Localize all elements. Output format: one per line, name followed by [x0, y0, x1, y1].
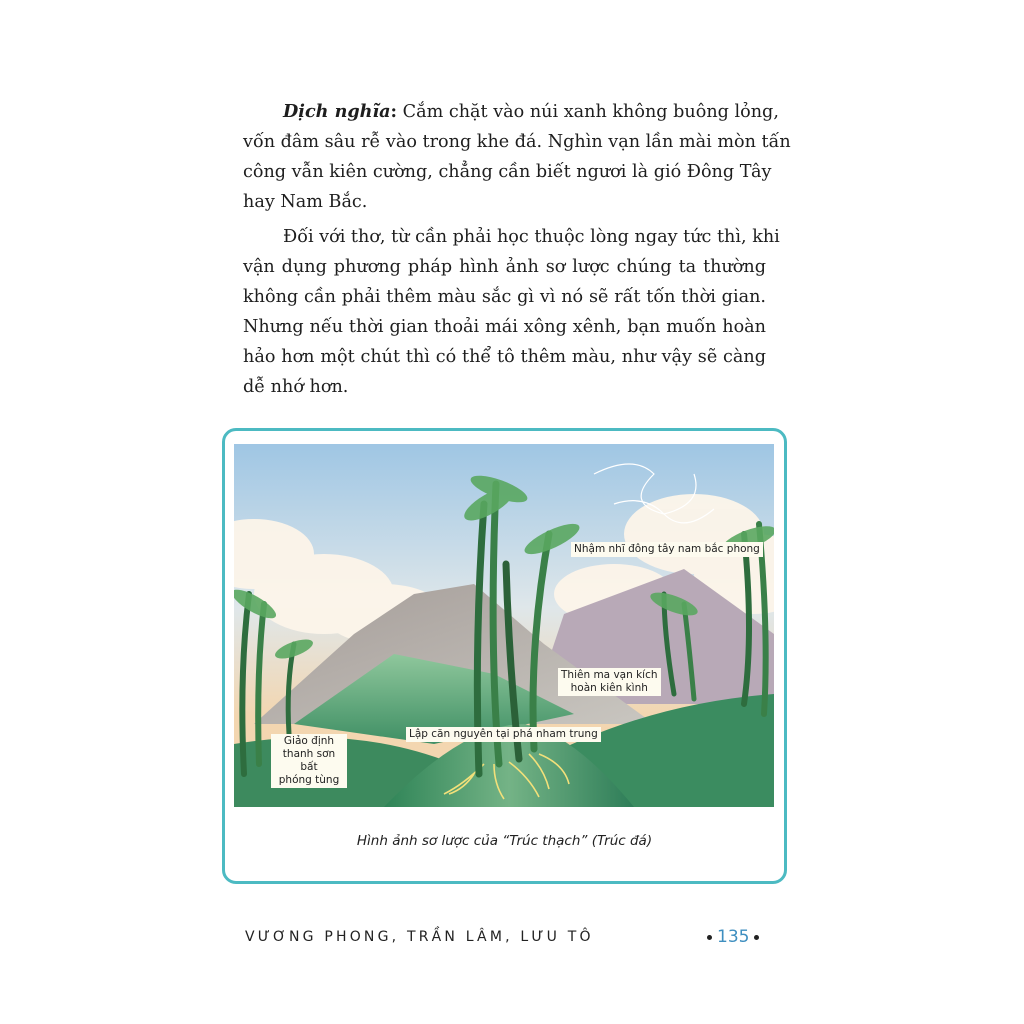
page-number-text: 135	[717, 927, 750, 947]
bamboo-illustration	[234, 444, 774, 807]
text: Cắm chặt vào núi xanh không buông lỏng,	[397, 102, 779, 122]
text-line: hay Nam Bắc.	[243, 192, 368, 212]
label-line: thanh sơn bất	[282, 748, 336, 773]
paragraph-translation	[243, 97, 791, 217]
page-number	[702, 927, 764, 947]
bullet-icon	[707, 935, 712, 940]
label-bite	[271, 734, 347, 788]
label-root: Lập căn nguyên tại phá nham trung	[406, 727, 601, 742]
label-line: Giảo định	[283, 735, 335, 747]
translation-label: Dịch nghĩa	[283, 101, 391, 122]
text-line: vốn đâm sâu rễ vào trong khe đá. Nghìn vạn lần mài mòn tấn	[243, 132, 791, 152]
text-line: không cần phải thêm màu sắc gì vì nó sẽ rất tốn thời gian.	[243, 287, 766, 307]
figure-caption: Hình ảnh sơ lược của “Trúc thạch” (Trúc đá)	[356, 833, 653, 849]
label-line: Thiên ma vạn kích	[561, 669, 658, 681]
colon: :	[390, 101, 398, 122]
text-line: dễ nhớ hơn.	[243, 377, 349, 397]
text-line: vận dụng phương pháp hình ảnh sơ lược chúng ta thường	[243, 257, 766, 277]
paragraph-explanation	[243, 222, 780, 402]
footer-authors: VƯƠNG PHONG, TRẦN LÂM, LƯU TÔ	[245, 929, 594, 945]
text-line: hảo hơn một chút thì có thể tô thêm màu, như vậy sẽ càng	[243, 347, 766, 367]
text-line: công vẫn kiên cường, chẳng cần biết ngươi là gió Đông Tây	[243, 162, 772, 182]
label-line: phóng tùng	[278, 774, 340, 786]
text-line	[243, 97, 779, 127]
bullet-icon	[754, 935, 759, 940]
text-line: Nhưng nếu thời gian thoải mái xông xênh, bạn muốn hoàn	[243, 317, 766, 337]
text-line: Đối với thơ, từ cần phải học thuộc lòng ngay tức thì, khi	[283, 227, 780, 247]
label-wind: Nhậm nhĩ đông tây nam bắc phong	[571, 542, 763, 557]
label-strike	[558, 668, 661, 696]
label-line: hoàn kiên kình	[570, 682, 648, 694]
